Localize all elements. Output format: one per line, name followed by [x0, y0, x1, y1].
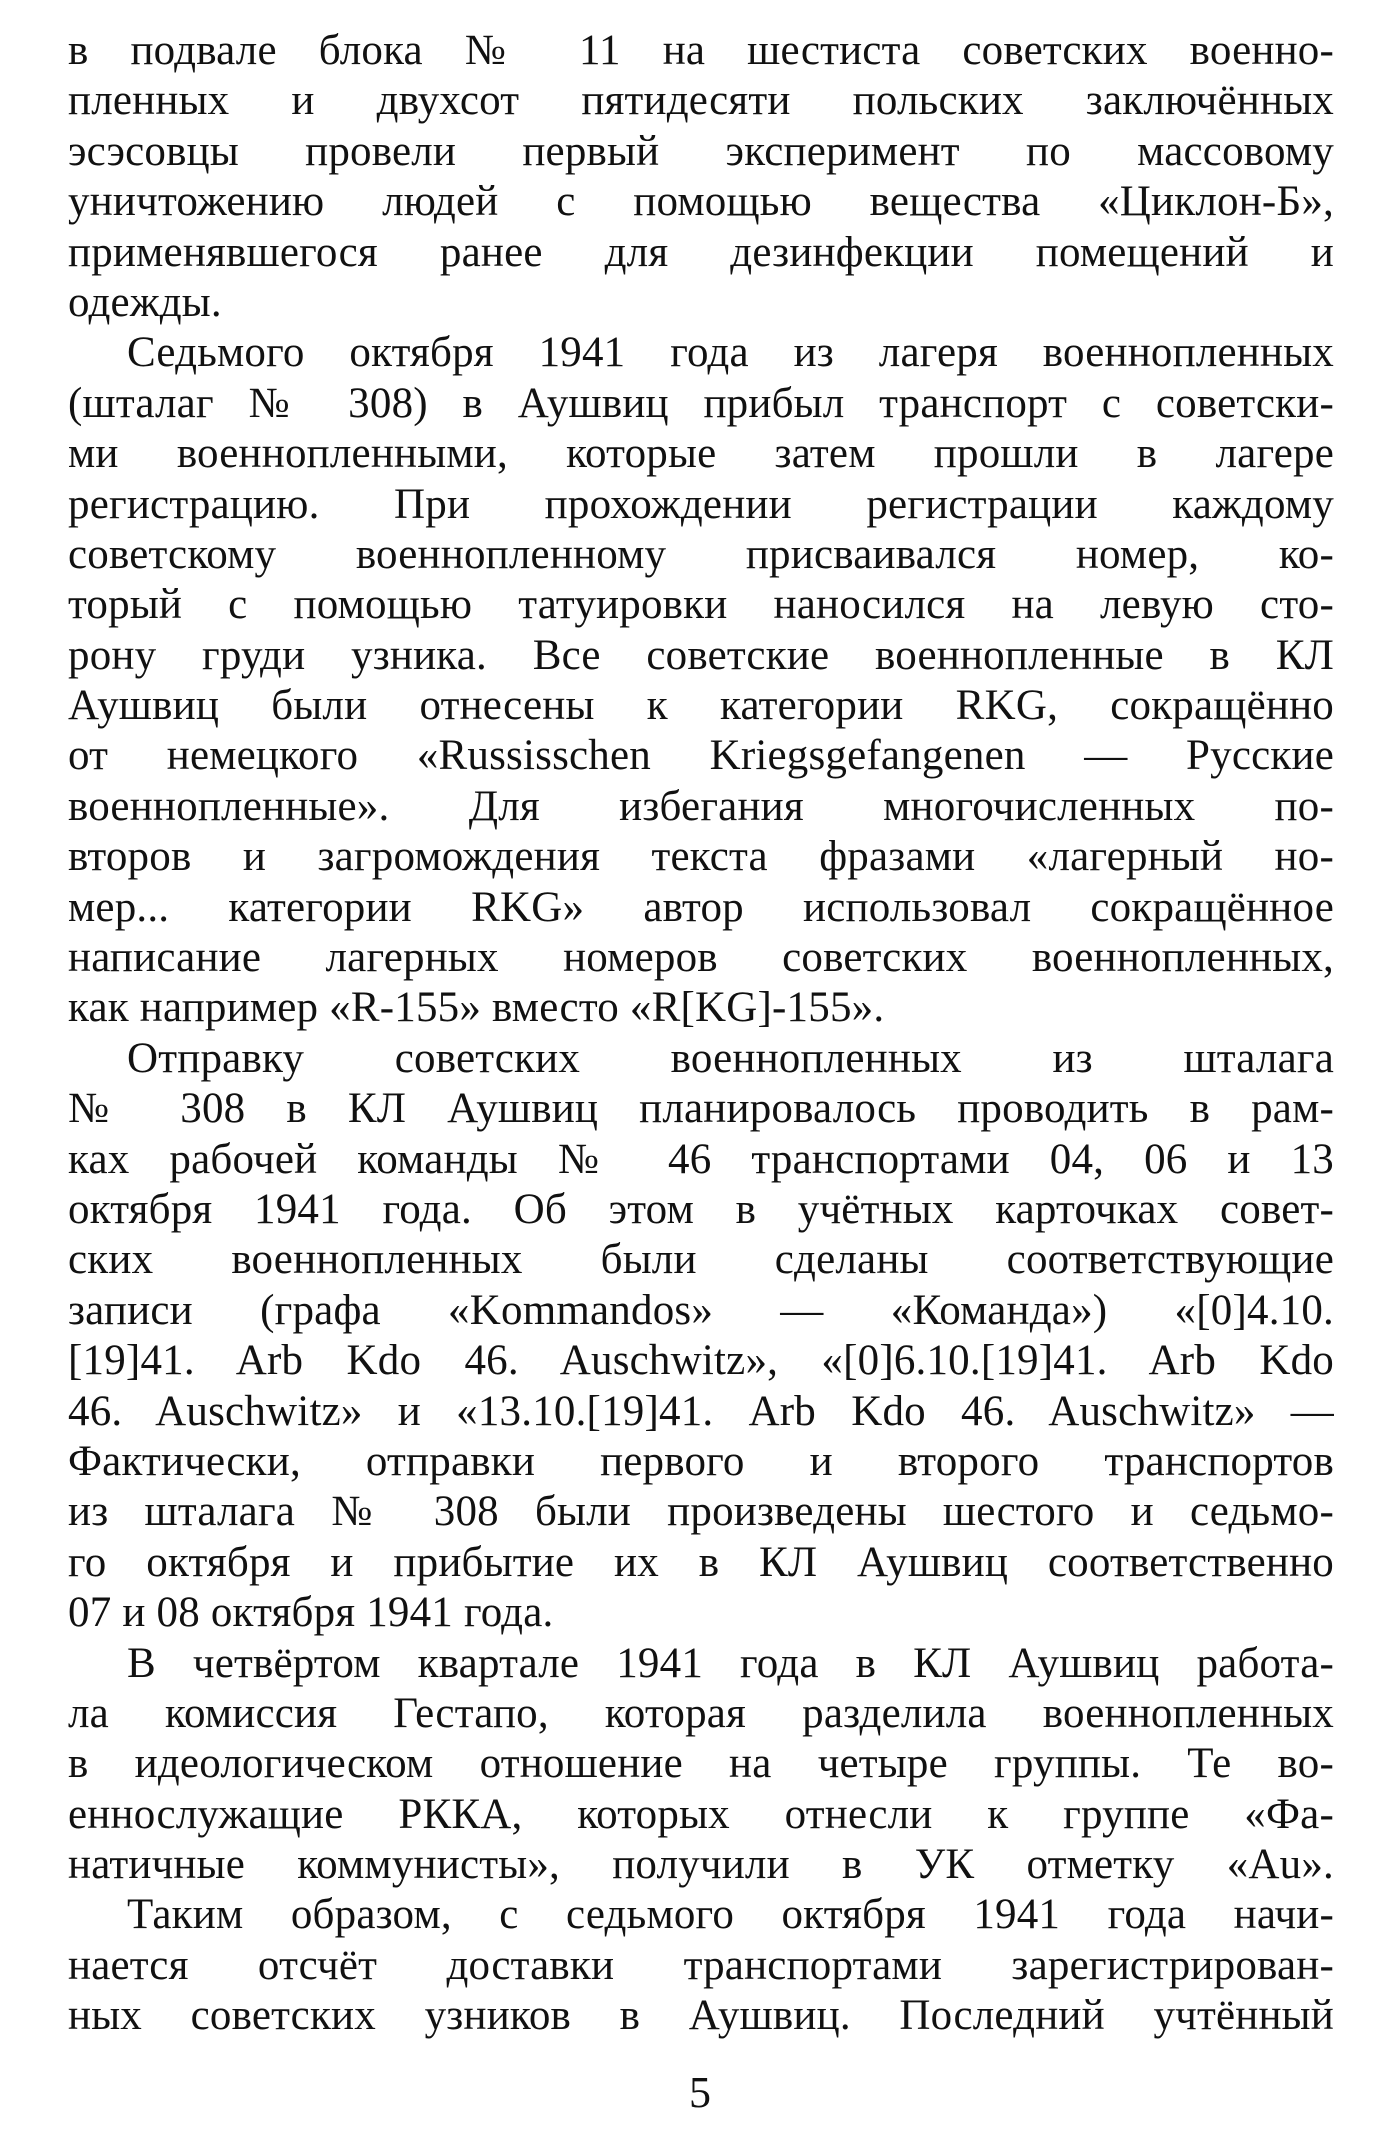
text-line: № 308 в КЛ Аушвиц планировалось проводить в рам-	[68, 1085, 1334, 1133]
text-line: октября 1941 года. Об этом в учётных карточках совет-	[68, 1185, 1334, 1233]
text-line: одежды.	[68, 278, 222, 326]
text-line: Седьмого октября 1941 года из лагеря военнопленных	[127, 329, 1334, 377]
text-line: го октября и прибытие их в КЛ Аушвиц соответственно	[68, 1538, 1334, 1586]
text-line: мер... категории RKG» автор использовал сокращённое	[68, 883, 1334, 931]
text-line: рону груди узника. Все советские военнопленные в КЛ	[68, 631, 1334, 679]
text-line: советскому военнопленному присваивался номер, ко-	[68, 530, 1334, 578]
page-number: 5	[689, 2068, 711, 2117]
text-line: 46. Auschwitz» и «13.10.[19]41. Arb Kdo 46. Auschwitz» —	[68, 1387, 1334, 1435]
text-line: в идеологическом отношение на четыре группы. Те во-	[68, 1740, 1334, 1788]
text-line: от немецкого «Russisschen Kriegsgefangenen — Русские	[68, 732, 1334, 780]
text-line: уничтожению людей с помощью вещества «Циклон-Б»,	[68, 178, 1334, 226]
text-line: Аушвиц были отнесены к категории RKG, сокращённо	[68, 682, 1334, 730]
text-line: в подвале блока № 11 на шестиста советских военно-	[68, 27, 1334, 74]
text-block	[68, 26, 1334, 2042]
text-line: военнопленные». Для избегания многочисленных по-	[68, 782, 1334, 830]
text-line: [19]41. Arb Kdo 46. Auschwitz», «[0]6.10.[19]41. Arb Kdo	[68, 1337, 1334, 1385]
text-line: ми военнопленными, которые затем прошли в лагере	[68, 430, 1334, 478]
text-line: В четвёртом квартале 1941 года в КЛ Аушвиц работа-	[127, 1639, 1334, 1687]
text-line: второв и загромождения текста фразами «лагерный но-	[68, 833, 1334, 881]
text-line: применявшегося ранее для дезинфекции помещений и	[68, 228, 1334, 276]
text-line: торый с помощью татуировки наносился на левую сто-	[68, 581, 1334, 629]
text-line: эсэсовцы провели первый эксперимент по массовому	[68, 127, 1334, 175]
text-line: ла комиссия Гестапо, которая разделила военнопленных	[68, 1689, 1334, 1737]
text-line: как например «R-155» вместо «R[KG]-155».	[68, 984, 885, 1032]
text-line: еннослужащие РККА, которых отнесли к группе «Фа-	[68, 1790, 1334, 1838]
text-line: натичные коммунисты», получили в УК отметку «Au».	[68, 1841, 1334, 1889]
text-line: (шталаг № 308) в Аушвиц прибыл транспорт с советски-	[68, 379, 1334, 427]
text-line: Таким образом, с седьмого октября 1941 года начи-	[127, 1891, 1334, 1939]
text-line: нается отсчёт доставки транспортами зарегистрирован-	[68, 1941, 1334, 1989]
text-line: пленных и двухсот пятидесяти польских заключённых	[68, 77, 1334, 125]
text-line: 07 и 08 октября 1941 года.	[68, 1589, 554, 1637]
text-line: регистрацию. При прохождении регистрации каждому	[68, 480, 1334, 528]
text-line: ных советских узников в Аушвиц. Последний учтённый	[68, 1992, 1334, 2040]
text-line: написание лагерных номеров советских военнопленных,	[68, 934, 1334, 982]
text-line: Отправку советских военнопленных из шталага	[127, 1034, 1334, 1082]
text-line: ках рабочей команды № 46 транспортами 04, 06 и 13	[68, 1135, 1334, 1183]
text-line: Фактически, отправки первого и второго транспортов	[68, 1437, 1334, 1485]
text-line: из шталага № 308 были произведены шестого и седьмо-	[68, 1488, 1334, 1536]
text-line: ских военнопленных были сделаны соответствующие	[68, 1236, 1334, 1284]
text-line: записи (графа «Kommandos» — «Команда») «[0]4.10.	[68, 1286, 1334, 1334]
